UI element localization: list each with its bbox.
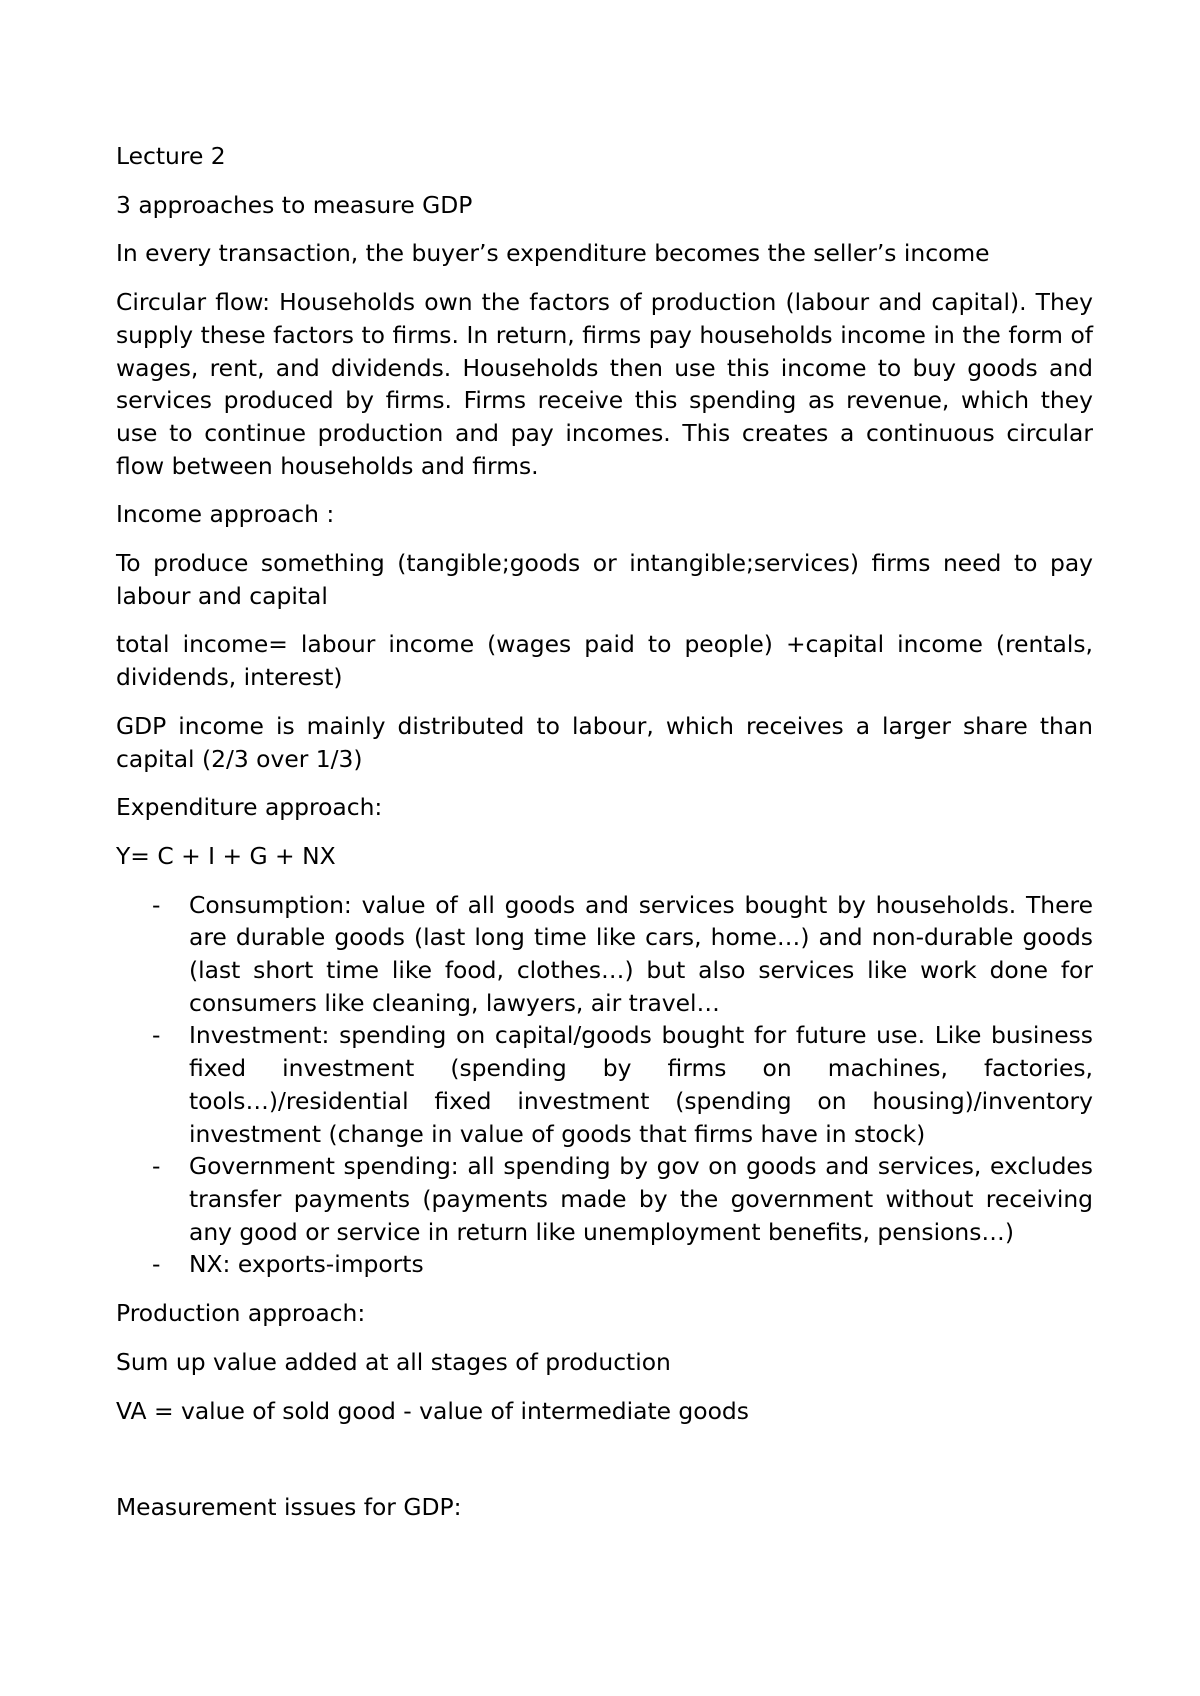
expenditure-formula: Y= C + I + G + NX — [116, 841, 336, 870]
list-item-text: Investment: spending on capital/goods bought for future use. Like business fixed investment (spending by firms on machines, factories, tools…)/residential fixed investment (spending on housing)/inventory investment (change in value of goods that firms have in stock) — [189, 1021, 1093, 1148]
list-item-text: Consumption: value of all goods and services bought by households. There are durable goods (last long time like cars, home…) and non-durable goods (last short time like food, clothes…) but also services like work done for consumers like cleaning, lawyers, air travel… — [189, 890, 1093, 1017]
list-item — [116, 1248, 1093, 1281]
production-approach-heading: Production approach: — [116, 1299, 366, 1328]
production-paragraph-2: VA = value of sold good - value of intermediate goods — [116, 1396, 749, 1425]
list-item-text: NX: exports-imports — [189, 1250, 424, 1279]
income-paragraph-3: GDP income is mainly distributed to labour, which receives a larger share than capital (2/3 over 1/3) — [116, 711, 1093, 773]
blank-spacer — [116, 1443, 1093, 1491]
measurement-issues-heading: Measurement issues for GDP: — [116, 1493, 462, 1522]
list-item — [116, 1019, 1093, 1150]
list-item-text: Government spending: all spending by gov on goods and services, excludes transfer payments (payments made by the government without receiving any good or service in return like unemployment benefits, pensions…) — [189, 1152, 1093, 1246]
income-approach-heading: Income approach : — [116, 500, 335, 529]
bullet-marker: - — [152, 1152, 161, 1181]
document-body — [116, 140, 1093, 1540]
production-paragraph-1: Sum up value added at all stages of production — [116, 1347, 671, 1376]
intro-paragraph: In every transaction, the buyer’s expenditure becomes the seller’s income — [116, 239, 990, 268]
circular-flow-paragraph: Circular flow: Households own the factors of production (labour and capital). They supply these factors to firms. In return, firms pay households income in the form of wages, rent, and dividends. Households then use this income to buy goods and services produced by firms. Firms receive this spending as revenue, which they use to continue production and pay incomes. This creates a continuous circular flow between households and firms. — [116, 288, 1093, 480]
bullet-marker: - — [152, 1250, 161, 1279]
expenditure-list — [116, 889, 1093, 1281]
lecture-title: Lecture 2 — [116, 142, 226, 170]
bullet-marker: - — [152, 1021, 161, 1050]
income-paragraph-2: total income= labour income (wages paid to people) +capital income (rentals, dividends, interest) — [116, 630, 1093, 692]
bullet-marker: - — [152, 890, 161, 919]
list-item — [116, 889, 1093, 1020]
list-item — [116, 1150, 1093, 1248]
expenditure-approach-heading: Expenditure approach: — [116, 793, 383, 822]
section-subtitle: 3 approaches to measure GDP — [116, 190, 473, 219]
income-paragraph-1: To produce something (tangible;goods or intangible;services) firms need to pay labour and capital — [116, 549, 1093, 610]
